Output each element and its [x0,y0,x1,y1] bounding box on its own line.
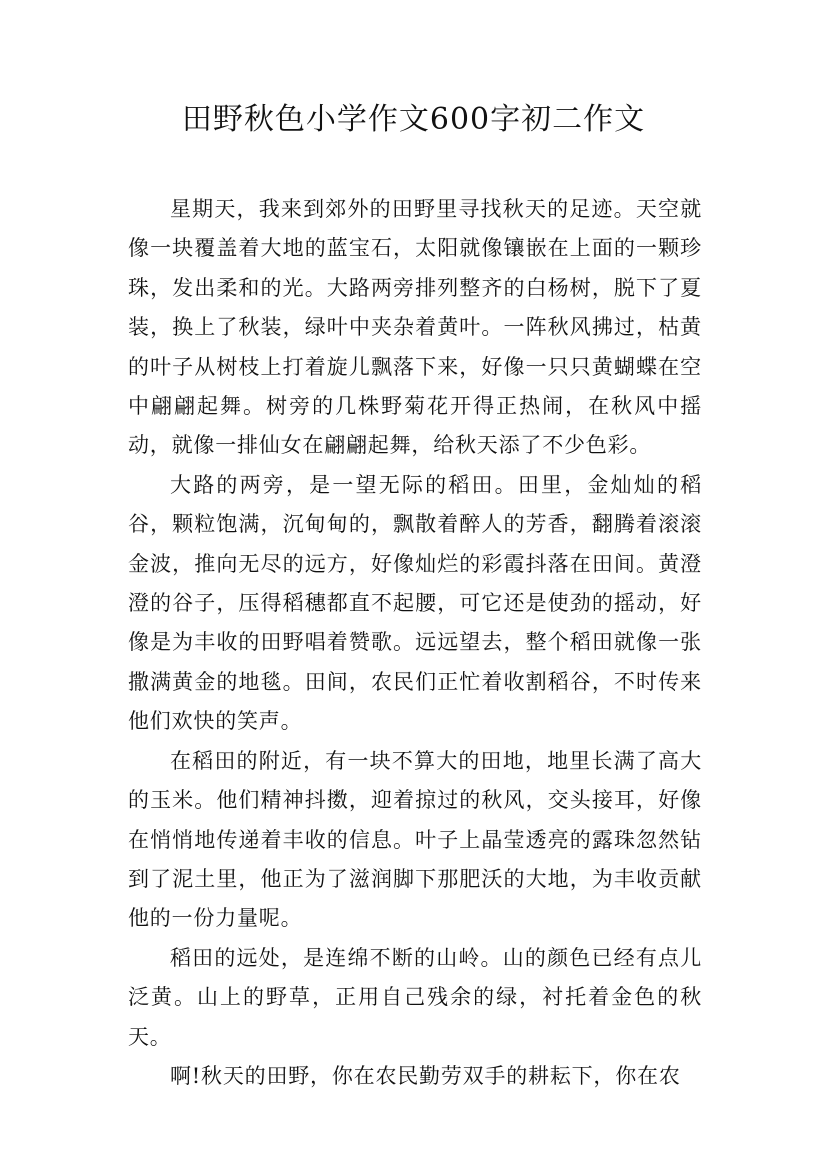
paragraph-1: 星期天，我来到郊外的田野里寻找秋天的足迹。天空就像一块覆盖着大地的蓝宝石，太阳就像镶嵌在上面的一颗珍珠，发出柔和的光。大路两旁排列整齐的白杨树，脱下了夏装，换上了秋装，绿叶中夹杂着黄叶。一阵秋风拂过，枯黄的叶子从树枝上打着旋儿飘落下来，好像一只只黄蝴蝶在空中翩翩起舞。树旁的几株野菊花开得正热闹，在秋风中摇动，就像一排仙女在翩翩起舞，给秋天添了不少色彩。 [128,197,702,458]
paragraph-3: 在稻田的附近，有一块不算大的田地，地里长满了高大的玉米。他们精神抖擞，迎着掠过的秋风，交头接耳，好像在悄悄地传递着丰收的信息。叶子上晶莹透亮的露珠忽然钻到了泥土里，他正为了滋润脚下那肥沃的大地，为丰收贡献他的一份力量呢。 [128,748,702,931]
document-body [128,190,702,1096]
paragraph-5: 啊!秋天的田野，你在农民勤劳双手的耕耘下，你在农 [170,1063,681,1088]
paragraph-4: 稻田的远处，是连绵不断的山岭。山的颜色已经有点儿泛黄。山上的野草，正用自己残余的绿，衬托着金色的秋天。 [128,945,702,1049]
document-title: 田野秋色小学作文600字初二作文 [181,102,646,137]
paragraph-2: 大路的两旁，是一望无际的稻田。田里，金灿灿的稻谷，颗粒饱满，沉甸甸的，飘散着醉人的芳香，翻腾着滚滚金波，推向无尽的远方，好像灿烂的彩霞抖落在田间。黄澄澄的谷子，压得稻穗都直不起腰，可它还是使劲的摇动，好像是为丰收的田野唱着赞歌。远远望去，整个稻田就像一张撒满黄金的地毯。田间，农民们正忙着收割稻谷，不时传来他们欢快的笑声。 [128,472,702,734]
